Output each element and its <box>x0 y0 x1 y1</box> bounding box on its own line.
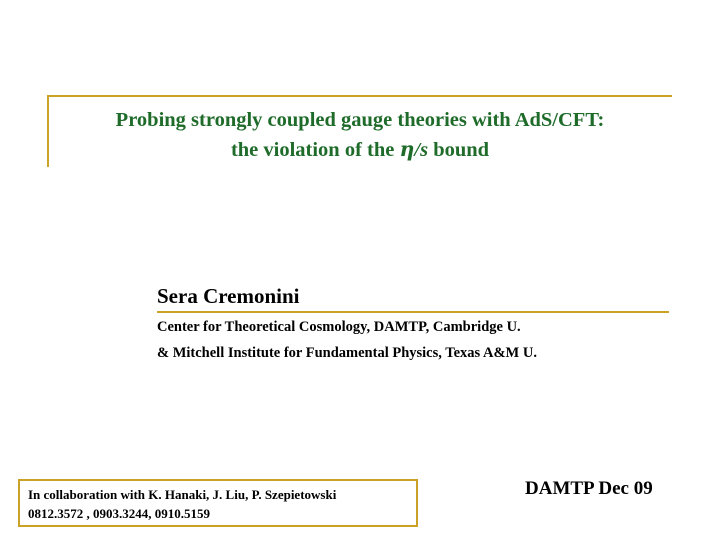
title-line-2 <box>50 135 670 165</box>
slash-s: /s <box>414 139 429 161</box>
eta-symbol: η <box>399 137 415 161</box>
event-label: DAMTP Dec 09 <box>525 478 653 499</box>
author-underline-rule <box>157 311 669 313</box>
title-frame-left-rule <box>47 95 49 167</box>
slide-title <box>50 106 670 165</box>
collaboration-box <box>18 479 418 527</box>
arxiv-references-line: 0812.3572 , 0903.3244, 0910.5159 <box>28 506 210 521</box>
author-name: Sera Cremonini <box>157 284 300 308</box>
title-line-2-prefix: the violation of the <box>230 139 395 161</box>
collaborators-line: In collaboration with K. Hanaki, J. Liu, P. Szepietowski <box>28 487 337 502</box>
title-frame-top-rule <box>47 95 672 97</box>
title-line-2-suffix: bound <box>433 139 490 161</box>
affiliation-2: & Mitchell Institute for Fundamental Physics, Texas A&M U. <box>157 345 537 361</box>
title-line-1: Probing strongly coupled gauge theories with AdS/CFT: <box>115 109 605 131</box>
affiliation-1: Center for Theoretical Cosmology, DAMTP, Cambridge U. <box>157 319 521 335</box>
